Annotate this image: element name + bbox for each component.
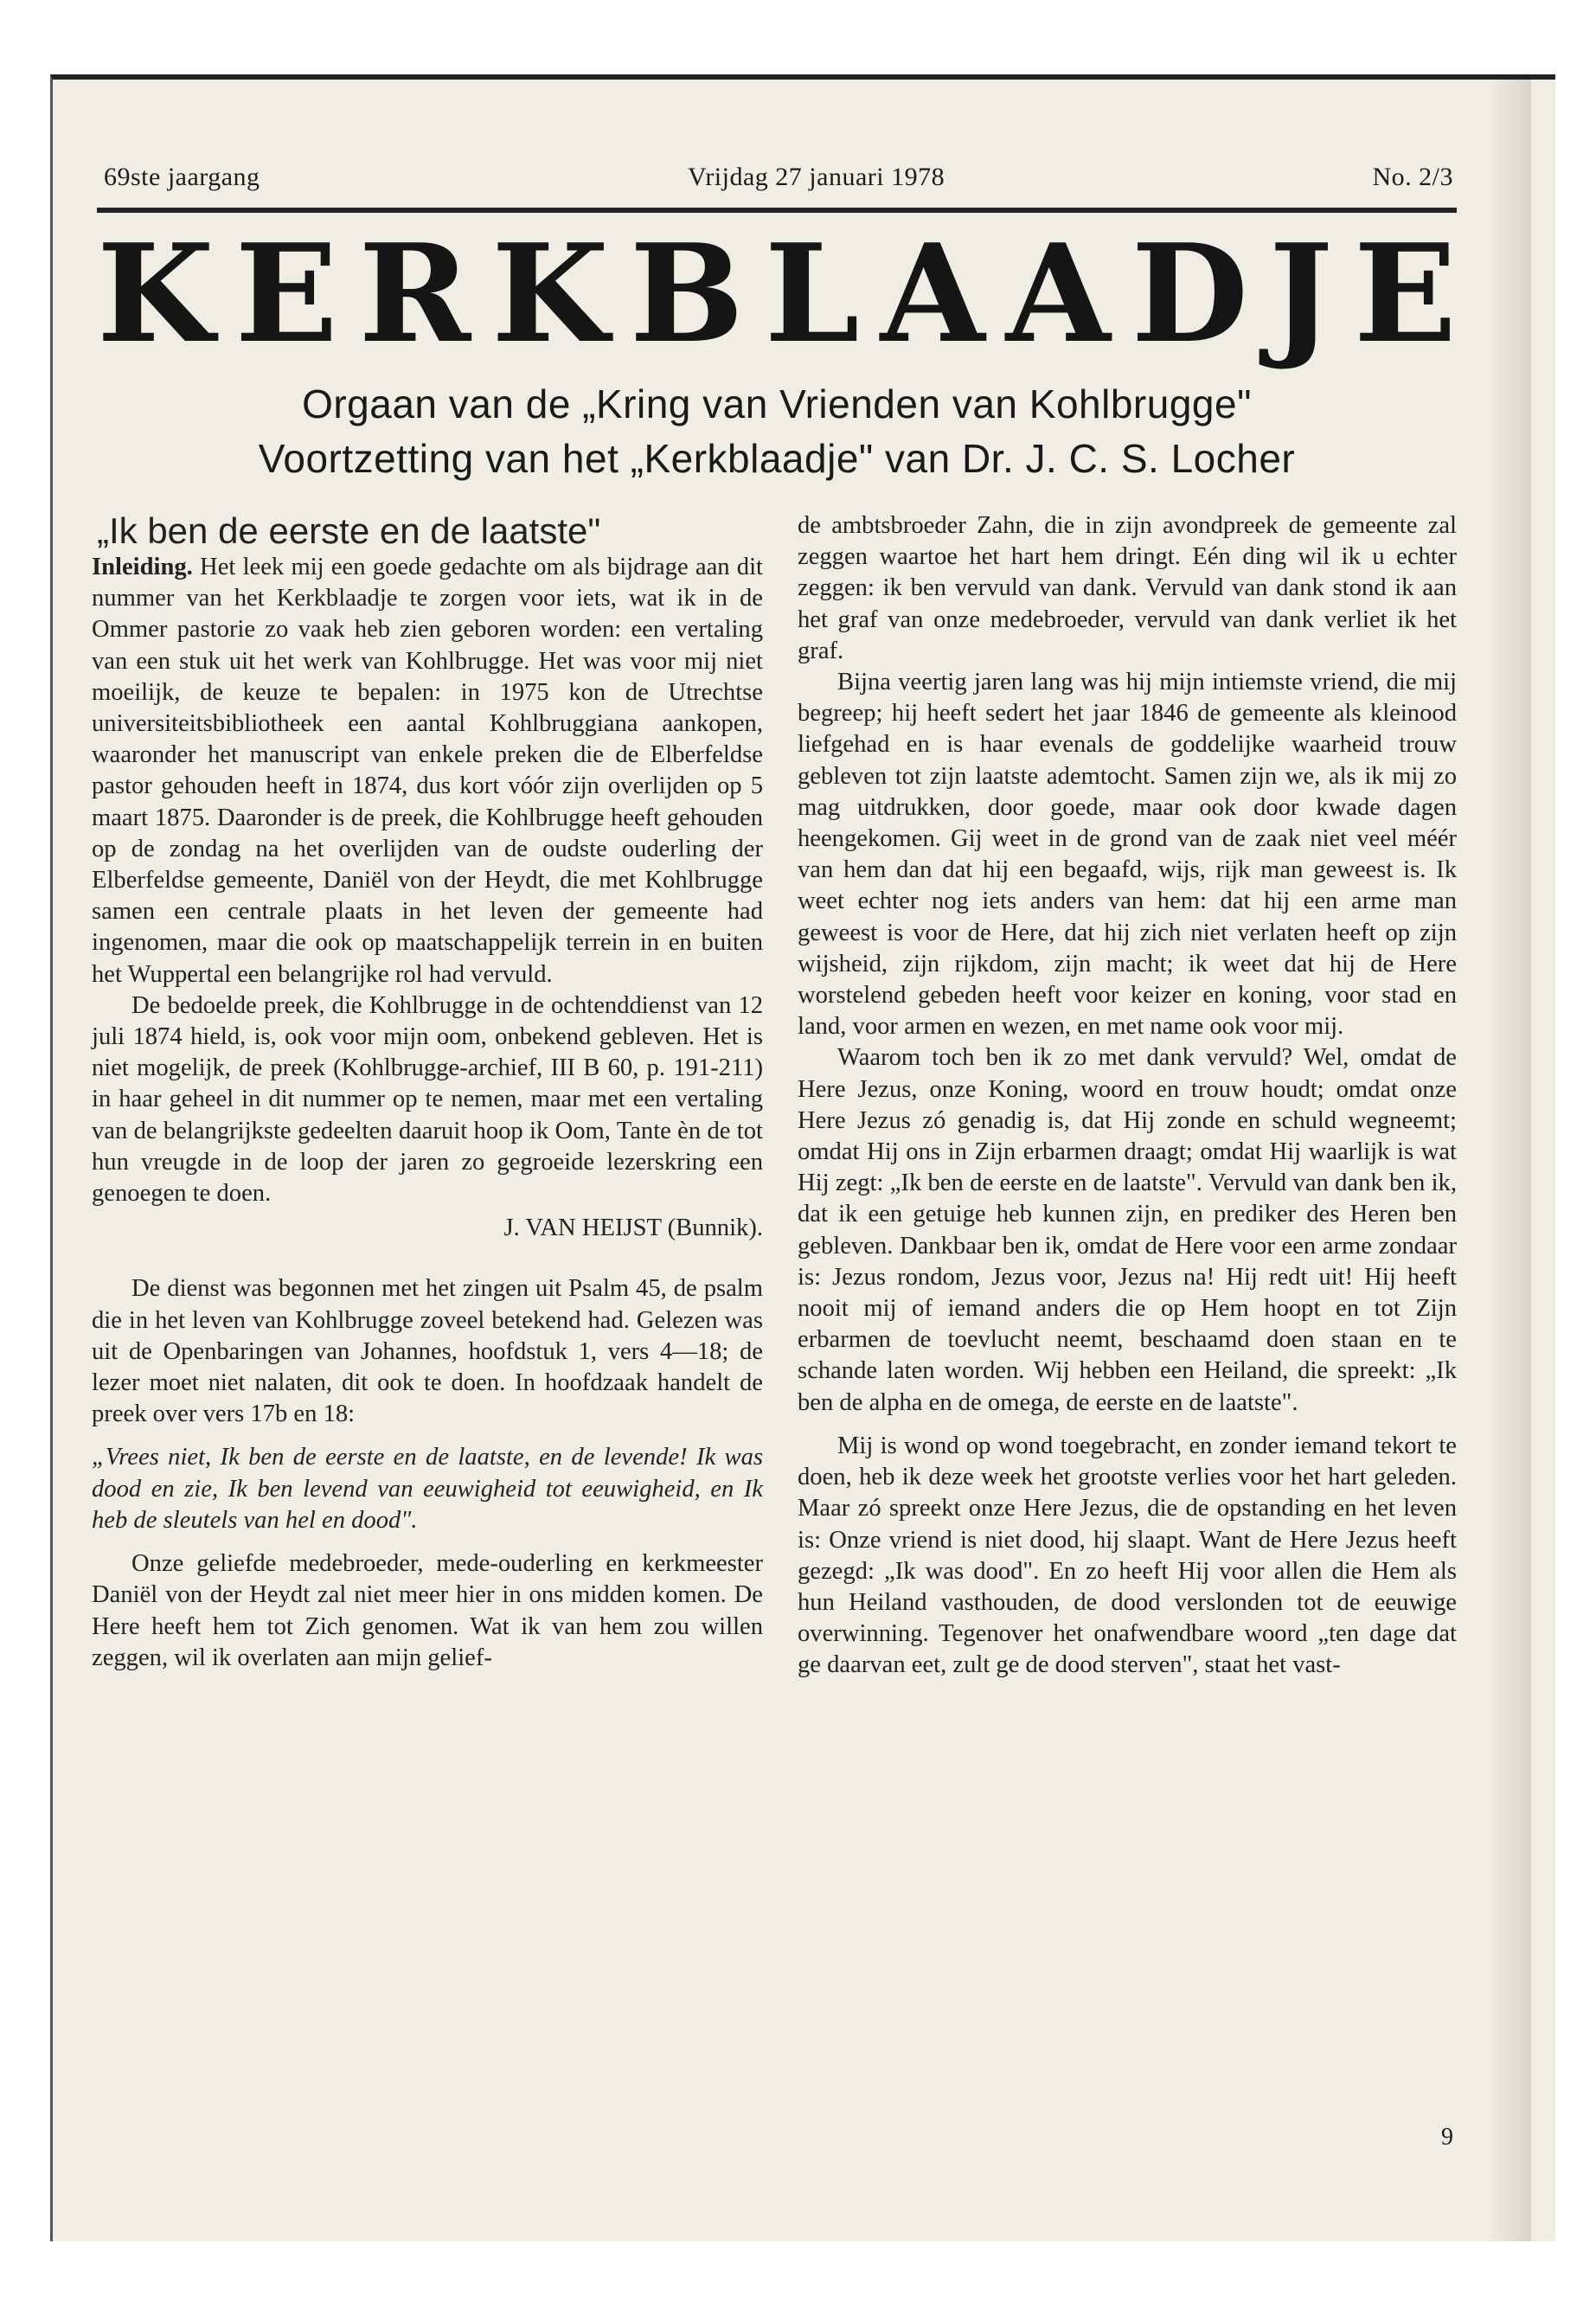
paragraph: Waarom toch ben ik zo met dank vervuld? Wel, omdat de Here Jezus, onze Koning, woord en trouw houdt; omdat onze Here Jezus zó genadig is, dat Hij zonde en schuld wegneemt; omdat Hij ons in Zijn erbarmen draagt; omdat Hij waarlijk is wat Hij zegt: „Ik ben de eerste en de laatste". Vervuld van dank ben ik, dat ik een getuige heb kunnen zijn, en prediker des Heren ben gebleven. Dankbaar ben ik, omdat de Here voor een arme zondaar is: Jezus rondom, Jezus voor, Jezus na! Hij redt uit! Hij heeft nooit mij of iemand anders die op Hem hoopt en tot Zijn erbarmen de toevlucht neemt, beschaamd doen staan en te schande laten worden. Wij hebben een Heiland, die spreekt: „Ik ben de alpha en de omega, de eerste en de laatste". bbox=[798, 1044, 1457, 1416]
intro-text: Het leek mij een goede gedachte om als bijdrage aan dit nummer van het Kerkblaadje te zorgen voor iets, wat ik in de Ommer pastorie zo vaak heb zien geboren worden: een vertaling van een stuk uit het werk van Kohlbrugge. Het was voor mij niet moeilijk, de keuze te bepalen: in 1975 kon de Utrechtse universiteitsbibliotheek een aantal Kohlbruggiana aankopen, waaronder het manuscript van enkele preken die de Elberfeldse pastor gehouden heeft in 1874, dus kort vóór zijn overlijden op 5 maart 1875. Daaronder is de preek, die Kohlbrugge heeft gehouden op de zondag na het overlijden van de oudste ouderling der Elberfeldse gemeente, Daniël von der Heydt, die met Kohlbrugge samen een centrale plaats in het leven der gemeente had ingenomen, maar die ook op maatschappelijk terrein in en buiten het Wuppertal een belangrijke rol had vervuld. bbox=[92, 554, 763, 988]
issue-label: No. 2/3 bbox=[1372, 163, 1453, 191]
paragraph: Bijna veertig jaren lang was hij mijn intiemste vriend, die mij begreep; hij heeft sedert het jaar 1846 de gemeente als kleinood liefgehad en is haar evenals de goddelijke waarheid trouw gebleven tot zijn laatste ademtocht. Samen zijn we, als ik mij zo mag uitdrukken, door goede, maar ook door kwade dagen heengekomen. Gij weet in de grond van de zaak niet veel méér van hem dan dat hij een begaafd, wijs, rijk man geweest is. Ik weet echter nog iets anders van hem: dat hij een arme man geweest is voor de Here, dat hij zich niet verlaten heeft op zijn wijsheid, zijn rijkdom, zijn macht; ik weet dat hij de Here worstelend gebeden heeft voor keizer en koning, voor stad en land, voor armen en wezen, en met name ook voor mij. bbox=[798, 669, 1457, 1041]
masthead-subtitle-1: Orgaan van de „Kring van Vrienden van Kohlbrugge" bbox=[302, 381, 1252, 426]
paragraph: De bedoelde preek, die Kohlbrugge in de ochtenddienst van 12 juli 1874 hield, is, ook voor mijn oom, onbekend gebleven. Het is niet mogelijk, de preek (Kohlbrugge-archief, III B 60, p. 191-211) in haar geheel in dit nummer op te nemen, maar met een vertaling van de belangrijkste gedeelten daaruit hoop ik Oom, Tante èn de tot hun vreugde in de loop der jaren zo gegroeide lezerskring een genoegen te doen. bbox=[92, 991, 763, 1208]
paragraph: Mij is wond op wond toegebracht, en zonder iemand tekort te doen, heb ik deze week het grootste verlies voor het hart geleden. Maar zó spreekt onze Here Jezus, die de opstanding en het leven is: Onze vriend is niet dood, hij slaapt. Want de Here Jezus heeft gezegd: „Ik was dood". En zo heeft Hij voor allen die Hem als hun Heiland vasthouden, de dood verslonden tot de eeuwige overwinning. Tegenover het onafwendbare woord „ten dage dat ge daarvan eet, zult ge de dood sterven", staat het vast- bbox=[798, 1432, 1457, 1679]
header-rule bbox=[97, 208, 1457, 213]
masthead-letter: K bbox=[97, 215, 215, 373]
date-label: Vrijdag 27 januari 1978 bbox=[687, 163, 945, 191]
article-title: „Ik ben de eerste en de laatste" bbox=[97, 510, 601, 551]
masthead-letter: E bbox=[234, 215, 338, 373]
scripture-quote: „Vrees niet, Ik ben de eerste en de laatste, en de levende! Ik was dood en zie, Ik ben levend van eeuwigheid tot eeuwigheid, en Ik heb de sleutels van hel en dood". bbox=[92, 1444, 763, 1534]
masthead-letter: D bbox=[1131, 215, 1249, 373]
masthead-letter: B bbox=[629, 215, 744, 373]
right-column bbox=[798, 510, 1457, 1682]
masthead-letter: L bbox=[764, 215, 860, 373]
paragraph: Onze geliefde medebroeder, mede-ouderling en kerkmeester Daniël von der Heydt zal niet meer hier in ons midden komen. De Here heeft hem tot Zich genomen. Wat ik van hem zou willen zeggen, wil ik overlaten aan mijn gelief- bbox=[92, 1550, 763, 1671]
masthead-letter: R bbox=[358, 215, 471, 373]
page-number: 9 bbox=[1441, 2124, 1453, 2150]
left-column bbox=[92, 510, 763, 1674]
masthead-letter: A bbox=[1005, 215, 1111, 373]
masthead-letter: J bbox=[1269, 215, 1333, 373]
masthead-subtitle-2: Voortzetting van het „Kerkblaadje" van Dr. J. C. S. Locher bbox=[258, 436, 1296, 481]
header-line bbox=[104, 163, 1453, 192]
paragraph: De dienst was begonnen met het zingen uit Psalm 45, de psalm die in het leven van Kohlbrugge zoveel betekend had. Gelezen was uit de Openbaringen van Johannes, hoofdstuk 1, vers 4—18; de lezer moet niet nalaten, dit ook te doen. In hoofdzaak handelt de preek over vers 17b en 18: bbox=[92, 1275, 763, 1428]
binding-shadow bbox=[1488, 74, 1531, 2241]
intro-lead: Inleiding. bbox=[92, 554, 193, 580]
masthead-letter: K bbox=[491, 215, 609, 373]
signature: J. VAN HEIJST (Bunnik). bbox=[503, 1215, 763, 1242]
volume-label: 69ste jaargang bbox=[104, 163, 260, 191]
intro-paragraph bbox=[92, 552, 763, 990]
masthead-letter: A bbox=[880, 215, 985, 373]
paragraph: de ambtsbroeder Zahn, die in zijn avondpreek de gemeente zal zeggen waartoe het hart hem dringt. Eén ding wil ik u echter zeggen: ik ben vervuld van dank. Vervuld van dank stond ik aan het graf van onze medebroeder, vervuld van dank verliet ik het graf. bbox=[798, 512, 1457, 664]
masthead-title bbox=[97, 215, 1457, 373]
masthead-letter: E bbox=[1353, 215, 1457, 373]
